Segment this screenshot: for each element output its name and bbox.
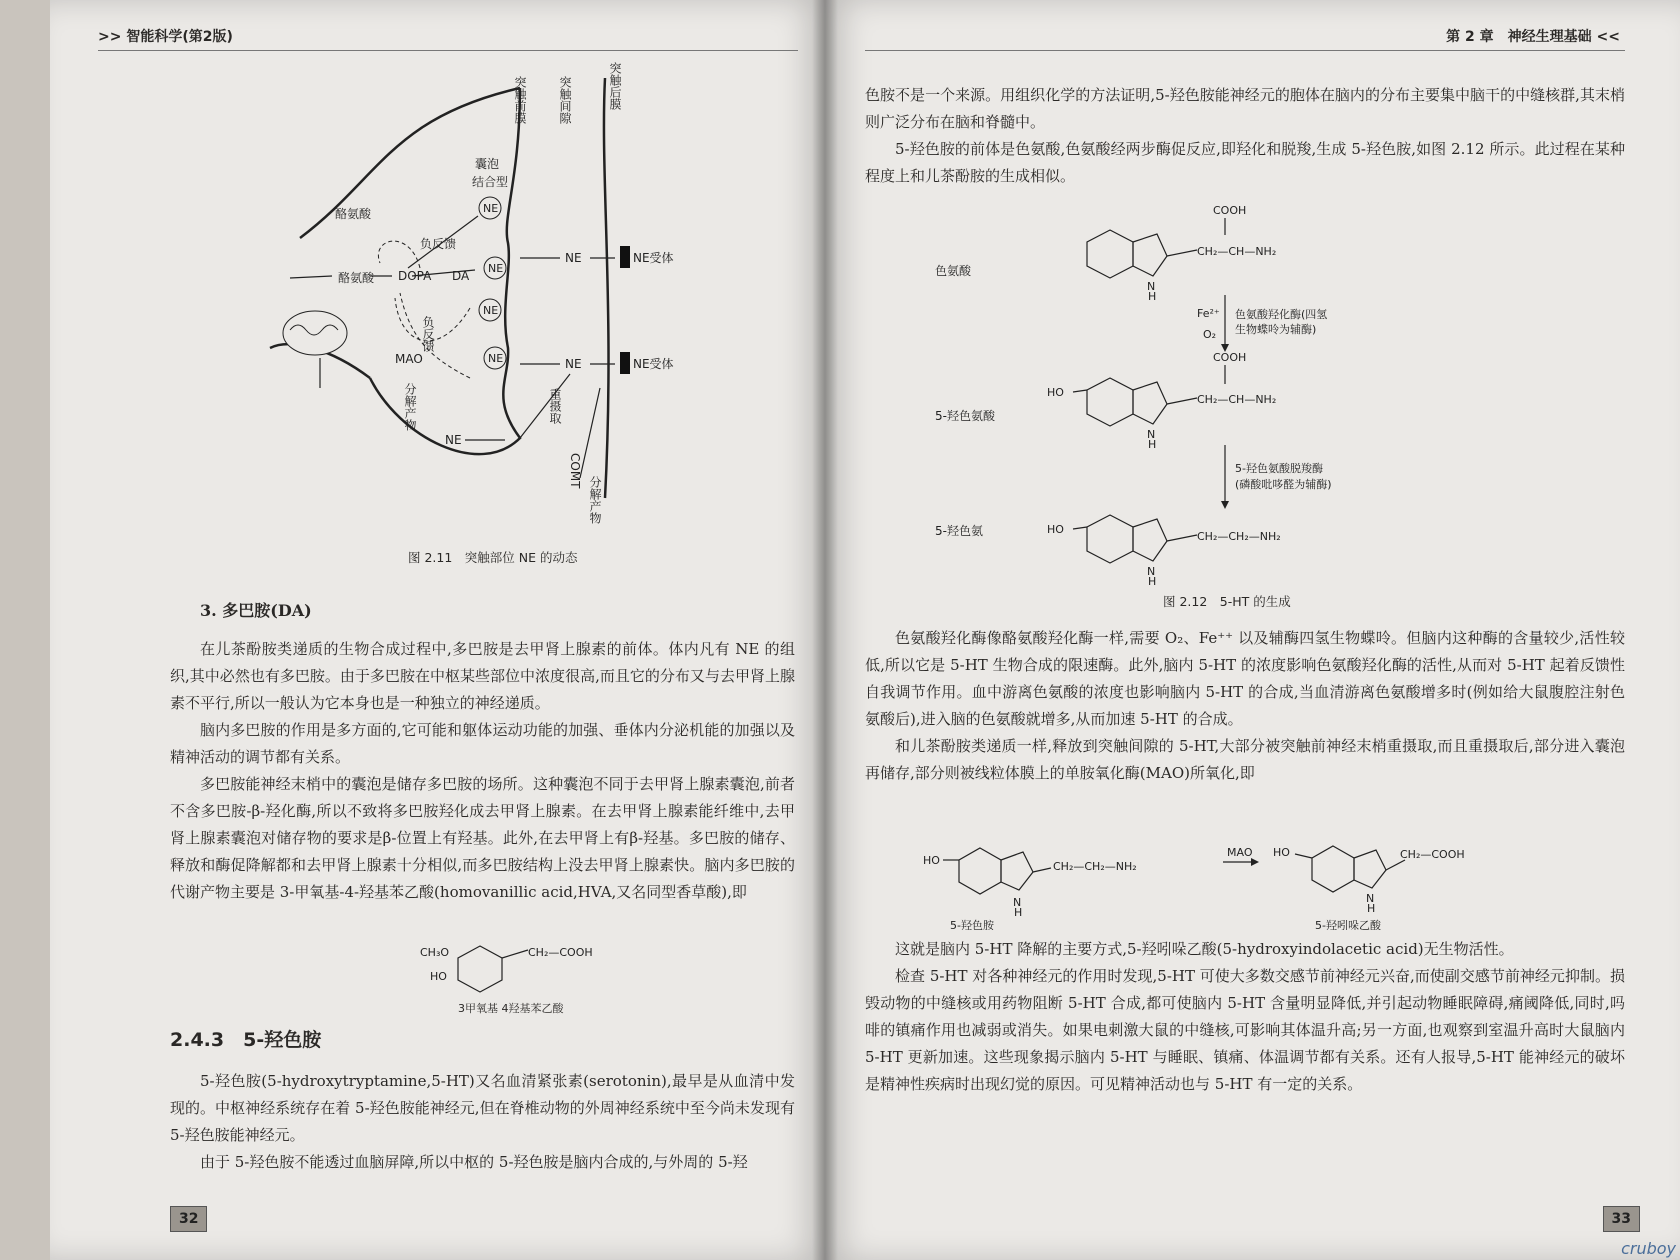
hva-side-chain: CH₂—COOH: [528, 946, 593, 959]
label-mao: MAO: [395, 352, 423, 366]
paragraph: 和儿茶酚胺类递质一样,释放到突触间隙的 5-HT,大部分被突触前神经末梢重摄取,而且重摄取后,部分进入囊泡再储存,部分则被线粒体膜上的单胺氧化酶(MAO)所氧化,即: [865, 737, 1625, 782]
nh-2: H: [1148, 438, 1157, 451]
enzyme-1-line2: 生物蝶呤为辅酶): [1235, 323, 1317, 336]
label-neg-feedback-1: 负反馈: [420, 237, 457, 251]
paragraph: 5-羟色胺的前体是色氨酸,色氨酸经两步酶促反应,即羟化和脱羧,生成 5-羟色胺,如图 2.12 所示。此过程在某种程度上和儿茶酚胺的生成相似。: [865, 140, 1625, 185]
label-ne-cleft-1: NE: [565, 251, 582, 265]
side-chain-2: CH₂—CH—NH₂: [1197, 393, 1277, 406]
hva-group-bottom: HO: [430, 970, 447, 983]
n-1: N: [1147, 280, 1156, 293]
synapse-diagram: [220, 58, 680, 528]
label-ne-cleft-2: NE: [565, 357, 582, 371]
svg-text:NE: NE: [483, 202, 499, 215]
reaction-ho-left: HO: [923, 854, 940, 867]
svg-text:NE: NE: [488, 352, 504, 365]
cofactor-fe: Fe²⁺: [1197, 307, 1220, 320]
label-vesicle: 囊泡: [475, 157, 500, 171]
reaction-nh-right: H: [1367, 902, 1376, 915]
n-2: N: [1147, 428, 1156, 441]
heading-dopamine: 3. 多巴胺(DA): [200, 601, 312, 620]
ho-2: HO: [1047, 386, 1064, 399]
svg-text:NE: NE: [488, 262, 504, 275]
label-tyrosine-1: 酪氨酸: [335, 207, 372, 221]
side-chain-3: CH₂—CH₂—NH₂: [1197, 530, 1281, 543]
right-page: [825, 0, 1680, 1260]
label-da: DA: [452, 269, 470, 283]
postsynaptic-membrane: [604, 78, 609, 498]
figure-2-11-caption: 图 2.11 突触部位 NE 的动态: [408, 550, 578, 565]
reaction-n-left: N: [1013, 896, 1022, 909]
svg-text:NE: NE: [483, 304, 499, 317]
side-chain-1: CH₂—CH—NH₂: [1197, 245, 1277, 258]
label-decomp-1: 分解产物: [403, 383, 417, 431]
hva-structure: [420, 940, 620, 1002]
label-tyrosine-2: 酪氨酸: [338, 271, 375, 285]
paragraph: 色氨酸羟化酶像酪氨酸羟化酶一样,需要 O₂、Fe⁺⁺ 以及辅酶四氢生物蝶呤。但脑内这种酶的含量较少,活性较低,所以它是 5-HT 生物合成的限速酶。此外,脑内 5-HT 的浓度影响色氨酸羟化酶的活性,从而对 5-HT 起着反馈性自我调节作用。血中游离色氨酸的浓度也影响脑内 5-HT 的合成,当血清游离色氨酸增多时(例如给大鼠腹腔注射色氨酸后),进入脑的色氨酸就增多,从而加速 5-HT 的合成。: [865, 629, 1625, 728]
synthesis-diagram: [935, 200, 1455, 595]
n-3: N: [1147, 565, 1156, 578]
label-pre-membrane: 突触前膜: [513, 76, 527, 124]
heading-5ht: 2.4.3 5-羟色胺: [170, 1029, 322, 1051]
nh-3: H: [1148, 575, 1157, 588]
left-header-rule: [98, 50, 798, 51]
page-number-right: 33: [1603, 1206, 1640, 1232]
label-post-membrane: 突触后膜: [608, 62, 622, 110]
right-running-head: 第 2 章 神经生理基础 <<: [1446, 29, 1620, 45]
paragraph: 脑内多巴胺的作用是多方面的,它可能和躯体运动功能的加强、垂体内分泌机能的加强以及精神活动的调节都有关系。: [170, 721, 795, 766]
right-header-rule: [865, 50, 1625, 51]
dopamine-paragraphs: [170, 636, 795, 906]
nh-1: H: [1148, 290, 1157, 303]
hva-caption: 3甲氧基 4羟基苯乙酸: [458, 1002, 564, 1015]
book-gutter: [812, 0, 838, 1260]
paragraph: 这就是脑内 5-HT 降解的主要方式,5-羟吲哚乙酸(5-hydroxyindolacetic acid)无生物活性。: [895, 940, 1514, 958]
label-comt: COMT: [568, 453, 582, 489]
cofactor-o2: O₂: [1203, 328, 1217, 341]
reaction-ho-right: HO: [1273, 846, 1290, 859]
ho-3: HO: [1047, 523, 1064, 536]
page-number-left: 32: [170, 1206, 207, 1232]
label-cleft: 突触间隙: [558, 76, 572, 124]
compound-5-ht: 5-羟色氨: [935, 524, 983, 538]
enzyme-2-line2: (磷酸吡哆醛为辅酶): [1235, 478, 1332, 491]
enzyme-2-line1: 5-羟色氨酸脱羧酶: [1235, 462, 1323, 475]
mao-reaction: [895, 830, 1495, 930]
paragraph: 由于 5-羟色胺不能透过血脑屏障,所以中枢的 5-羟色胺是脑内合成的,与外周的 5-羟: [200, 1153, 748, 1171]
reaction-right-chain: CH₂—COOH: [1400, 848, 1465, 861]
compound-5-htp: 5-羟色氨酸: [935, 409, 995, 423]
label-dopa: DOPA: [398, 269, 432, 283]
cooh-1: COOH: [1213, 204, 1247, 217]
label-receptor-1: NE受体: [633, 251, 674, 265]
left-page: [50, 0, 825, 1260]
paragraph: 检查 5-HT 对各种神经元的作用时发现,5-HT 可使大多数交感节前神经元兴奋,而使副交感节前神经元抑制。损毁动物的中缝核或用药物阻断 5-HT 合成,都可使脑内 5-HT 含量明显降低,并引起动物睡眠障碍,痛阈降低,同时,吗啡的镇痛作用也减弱或消失。如果电刺激大鼠的中缝核,可影响其体温升高;另一方面,也观察到室温升高时大鼠脑内 5-HT 更新加速。这些现象揭示脑内 5-HT 与睡眠、镇痛、体温调节都有关系。还有人报导,5-HT 能神经元的破坏是精神性疾病时出现幻觉的原因。可见精神活动也与 5-HT 有一定的关系。: [865, 967, 1625, 1093]
right-final-paragraphs: [865, 936, 1625, 1098]
enzyme-1-line1: 色氨酸羟化酶(四氢: [1235, 308, 1328, 321]
reaction-n-right: N: [1366, 892, 1375, 905]
left-running-head: >> 智能科学(第2版): [98, 29, 233, 45]
paragraph: 色胺不是一个来源。用组织化学的方法证明,5-羟色胺能神经元的胞体在脑内的分布主要集中脑干的中缝核群,其末梢则广泛分布在脑和脊髓中。: [865, 86, 1625, 131]
hva-group-top: CH₃O: [420, 946, 450, 959]
figure-2-12: [935, 200, 1455, 595]
compound-tryptophan: 色氨酸: [935, 264, 972, 278]
figure-2-11: [220, 58, 680, 528]
right-middle-paragraphs: [865, 625, 1625, 787]
label-receptor-2: NE受体: [633, 357, 674, 371]
label-ne-reuptake: NE: [445, 433, 462, 447]
reaction-left-chain: CH₂—CH₂—NH₂: [1053, 860, 1137, 873]
paragraph: 多巴胺能神经末梢中的囊泡是储存多巴胺的场所。这种囊泡不同于去甲肾上腺素囊泡,前者不含多巴胺-β-羟化酶,所以不致将多巴胺羟化成去甲肾上腺素。在去甲肾上腺素能纤维中,去甲肾上腺素囊泡对储存物的要求是β-位置上有羟基。此外,在去甲肾上有β-羟基。多巴胺的储存、释放和酶促降解都和去甲肾上腺素十分相似,而多巴胺结构上没去甲肾上腺素快。脑内多巴胺的代谢产物主要是 3-甲氧基-4-羟基苯乙酸(homovanillic acid,HVA,又名同型香草酸),即: [170, 775, 795, 901]
cooh-2: COOH: [1213, 351, 1247, 364]
reaction-left-name: 5-羟色胺: [950, 919, 994, 930]
figure-2-12-caption: 图 2.12 5-HT 的生成: [1163, 594, 1291, 609]
ne-receptor-block-1: [620, 246, 630, 268]
label-bound-form: 结合型: [472, 175, 509, 189]
label-reuptake: 重摄取: [548, 388, 562, 424]
reaction-enzyme: MAO: [1227, 846, 1253, 859]
right-intro-paragraphs: [865, 82, 1625, 190]
reaction-nh-left: H: [1014, 906, 1023, 919]
serotonin-paragraphs: [170, 1068, 795, 1176]
label-neg-feedback-2: 负反馈: [421, 316, 435, 352]
paragraph: 在儿茶酚胺类递质的生物合成过程中,多巴胺是去甲肾上腺素的前体。体内凡有 NE 的组织,其中必然也有多巴胺。由于多巴胺在中枢某些部位中浓度很高,而且它的分布又与去甲肾上腺素不平行,所以一般认为它本身也是一种独立的神经递质。: [170, 640, 795, 712]
watermark: cruboy: [1621, 1239, 1676, 1258]
paragraph: 5-羟色胺(5-hydroxytryptamine,5-HT)又名血清紧张素(serotonin),最早是从血清中发现的。中枢神经系统存在着 5-羟色胺能神经元,但在脊椎动物的外周神经系统中至今尚未发现有 5-羟色胺能神经元。: [170, 1072, 795, 1144]
mitochondrion-icon: [283, 311, 347, 355]
label-decomp-2: 分解产物: [588, 476, 602, 524]
reaction-right-name: 5-羟吲哚乙酸: [1315, 919, 1381, 930]
ne-receptor-block-2: [620, 352, 630, 374]
